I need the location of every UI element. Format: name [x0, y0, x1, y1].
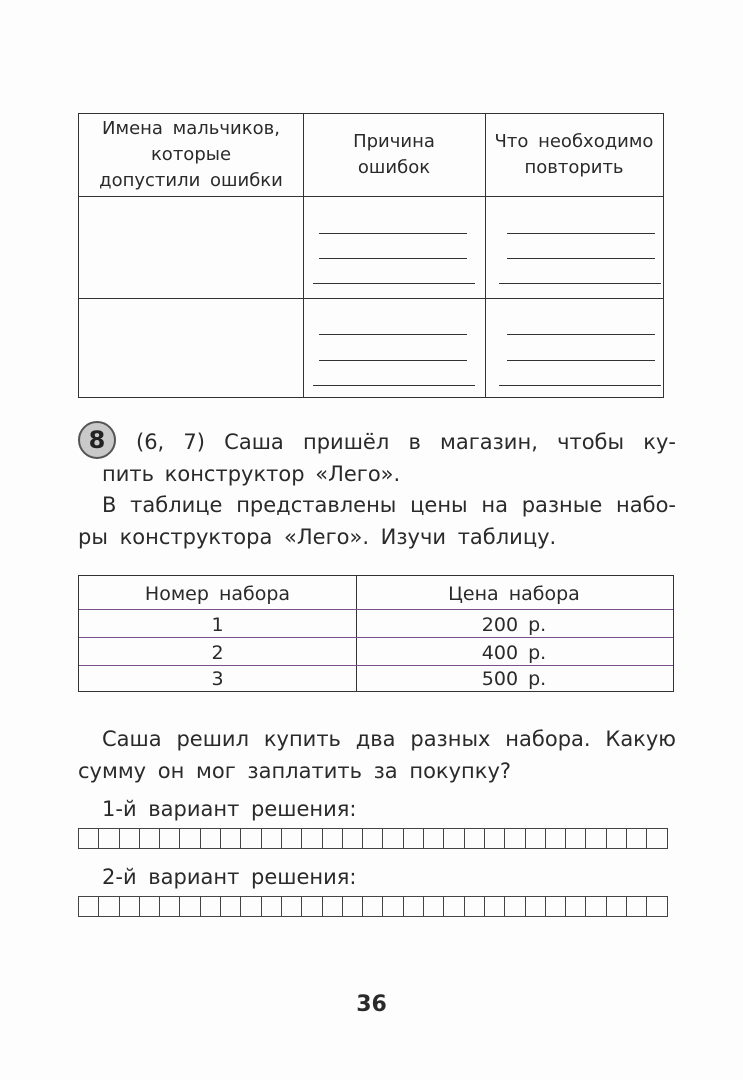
- row-divider: [79, 298, 663, 299]
- grid-cell[interactable]: [465, 896, 485, 917]
- grid-cell[interactable]: [323, 896, 343, 917]
- word: 7): [183, 430, 205, 454]
- set-price-cell: 200 р.: [481, 614, 547, 636]
- grid-cell[interactable]: [363, 896, 383, 917]
- grid-cell[interactable]: [241, 896, 261, 917]
- task-intro-line1: [136, 427, 676, 457]
- task-para2-line1: [102, 490, 676, 520]
- grid-cell[interactable]: [485, 896, 505, 917]
- grid-cell[interactable]: [647, 828, 667, 849]
- header-set-number: Номер набора: [144, 583, 291, 605]
- grid-cell[interactable]: [404, 828, 424, 849]
- grid-cell[interactable]: [607, 828, 627, 849]
- header-set-price: Цена набора: [448, 583, 580, 605]
- grid-cell[interactable]: [79, 828, 99, 849]
- grid-cell[interactable]: [465, 828, 485, 849]
- grid-cell[interactable]: [120, 896, 140, 917]
- grid-cell[interactable]: [383, 896, 403, 917]
- word: ку-: [643, 430, 676, 454]
- word: магазин,: [440, 430, 538, 454]
- grid-cell[interactable]: [647, 896, 667, 917]
- grid-cell[interactable]: [201, 828, 221, 849]
- grid-cell[interactable]: [201, 896, 221, 917]
- row-divider: [79, 609, 673, 610]
- word: Какую: [605, 727, 676, 751]
- grid-cell[interactable]: [444, 828, 464, 849]
- grid-cell[interactable]: [424, 896, 444, 917]
- grid-cell[interactable]: [627, 896, 647, 917]
- grid-cell[interactable]: [363, 828, 383, 849]
- word: в: [408, 430, 421, 454]
- grid-cell[interactable]: [485, 828, 505, 849]
- grid-cell[interactable]: [180, 896, 200, 917]
- set-number-cell: 3: [211, 668, 224, 690]
- answer-line[interactable]: [319, 258, 467, 259]
- grid-cell[interactable]: [79, 896, 99, 917]
- grid-cell[interactable]: [221, 896, 241, 917]
- grid-cell[interactable]: [180, 828, 200, 849]
- answer-line[interactable]: [319, 360, 467, 361]
- grid-cell[interactable]: [546, 896, 566, 917]
- grid-cell[interactable]: [282, 828, 302, 849]
- task-intro-line2: пить конструктор «Лего».: [102, 462, 401, 486]
- word: Саша: [102, 727, 162, 751]
- grid-cell[interactable]: [99, 828, 119, 849]
- word: набо-: [616, 493, 676, 517]
- solution-1-label: 1-й вариант решения:: [102, 797, 357, 821]
- grid-cell[interactable]: [505, 828, 525, 849]
- grid-cell[interactable]: [140, 828, 160, 849]
- grid-cell[interactable]: [262, 896, 282, 917]
- answer-line[interactable]: [319, 233, 467, 234]
- row-divider: [79, 196, 663, 197]
- word: цены: [410, 493, 468, 517]
- question-line1: [102, 724, 676, 754]
- page-number: 36: [356, 992, 387, 1017]
- answer-line[interactable]: [507, 258, 655, 259]
- grid-cell[interactable]: [221, 828, 241, 849]
- set-price-cell: 400 р.: [481, 642, 547, 664]
- grid-cell[interactable]: [241, 828, 261, 849]
- grid-cell[interactable]: [607, 896, 627, 917]
- grid-cell[interactable]: [566, 896, 586, 917]
- grid-cell[interactable]: [302, 896, 322, 917]
- grid-cell[interactable]: [120, 828, 140, 849]
- grid-cell[interactable]: [444, 896, 464, 917]
- grid-cell[interactable]: [323, 828, 343, 849]
- grid-cell[interactable]: [99, 896, 119, 917]
- header-error-reason: Причина ошибок: [353, 131, 435, 178]
- word: (6,: [136, 430, 165, 454]
- grid-cell[interactable]: [546, 828, 566, 849]
- answer-line[interactable]: [507, 233, 655, 234]
- word: таблице: [130, 493, 223, 517]
- set-number-cell: 2: [211, 642, 224, 664]
- answer-line[interactable]: [499, 385, 661, 386]
- word: два: [355, 727, 396, 751]
- price-table: [78, 575, 674, 692]
- errors-table: [78, 113, 664, 398]
- answer-line[interactable]: [313, 385, 475, 386]
- grid-cell[interactable]: [302, 828, 322, 849]
- grid-cell[interactable]: [505, 896, 525, 917]
- set-price-cell: 500 р.: [481, 668, 547, 690]
- answer-line[interactable]: [319, 334, 467, 335]
- task-number-badge: 8: [78, 421, 116, 459]
- word: купить: [263, 727, 341, 751]
- answer-line[interactable]: [313, 283, 475, 284]
- grid-cell[interactable]: [586, 896, 606, 917]
- word: разные: [521, 493, 603, 517]
- solution-1-grid[interactable]: [78, 828, 668, 849]
- grid-cell[interactable]: [627, 828, 647, 849]
- word: Саша: [224, 430, 284, 454]
- grid-cell[interactable]: [343, 828, 363, 849]
- word: решил: [176, 727, 249, 751]
- grid-cell[interactable]: [404, 896, 424, 917]
- grid-cell[interactable]: [424, 828, 444, 849]
- set-number-cell: 1: [211, 614, 224, 636]
- word: разных: [410, 727, 491, 751]
- solution-2-label: 2-й вариант решения:: [102, 865, 357, 889]
- grid-cell[interactable]: [383, 828, 403, 849]
- word: набора.: [505, 727, 591, 751]
- answer-line[interactable]: [507, 334, 655, 335]
- grid-cell[interactable]: [566, 828, 586, 849]
- word: пришёл: [302, 430, 390, 454]
- word: В: [102, 493, 117, 517]
- grid-cell[interactable]: [262, 828, 282, 849]
- solution-2-grid[interactable]: [78, 896, 668, 917]
- header-boys-names: Имена мальчиков, которые допустили ошибки: [99, 118, 283, 191]
- grid-cell[interactable]: [526, 828, 546, 849]
- word: на: [481, 493, 508, 517]
- answer-line[interactable]: [499, 283, 661, 284]
- header-what-to-repeat: Что необходимо повторить: [494, 131, 654, 178]
- grid-cell[interactable]: [282, 896, 302, 917]
- grid-cell[interactable]: [140, 896, 160, 917]
- grid-cell[interactable]: [160, 828, 180, 849]
- task-para2-line2: ры конструктора «Лего». Изучи таблицу.: [78, 525, 557, 549]
- answer-line[interactable]: [507, 360, 655, 361]
- grid-cell[interactable]: [343, 896, 363, 917]
- grid-cell[interactable]: [526, 896, 546, 917]
- grid-cell[interactable]: [160, 896, 180, 917]
- question-line2: сумму он мог заплатить за покупку?: [78, 759, 512, 783]
- grid-cell[interactable]: [586, 828, 606, 849]
- word: чтобы: [557, 430, 625, 454]
- word: представлены: [236, 493, 397, 517]
